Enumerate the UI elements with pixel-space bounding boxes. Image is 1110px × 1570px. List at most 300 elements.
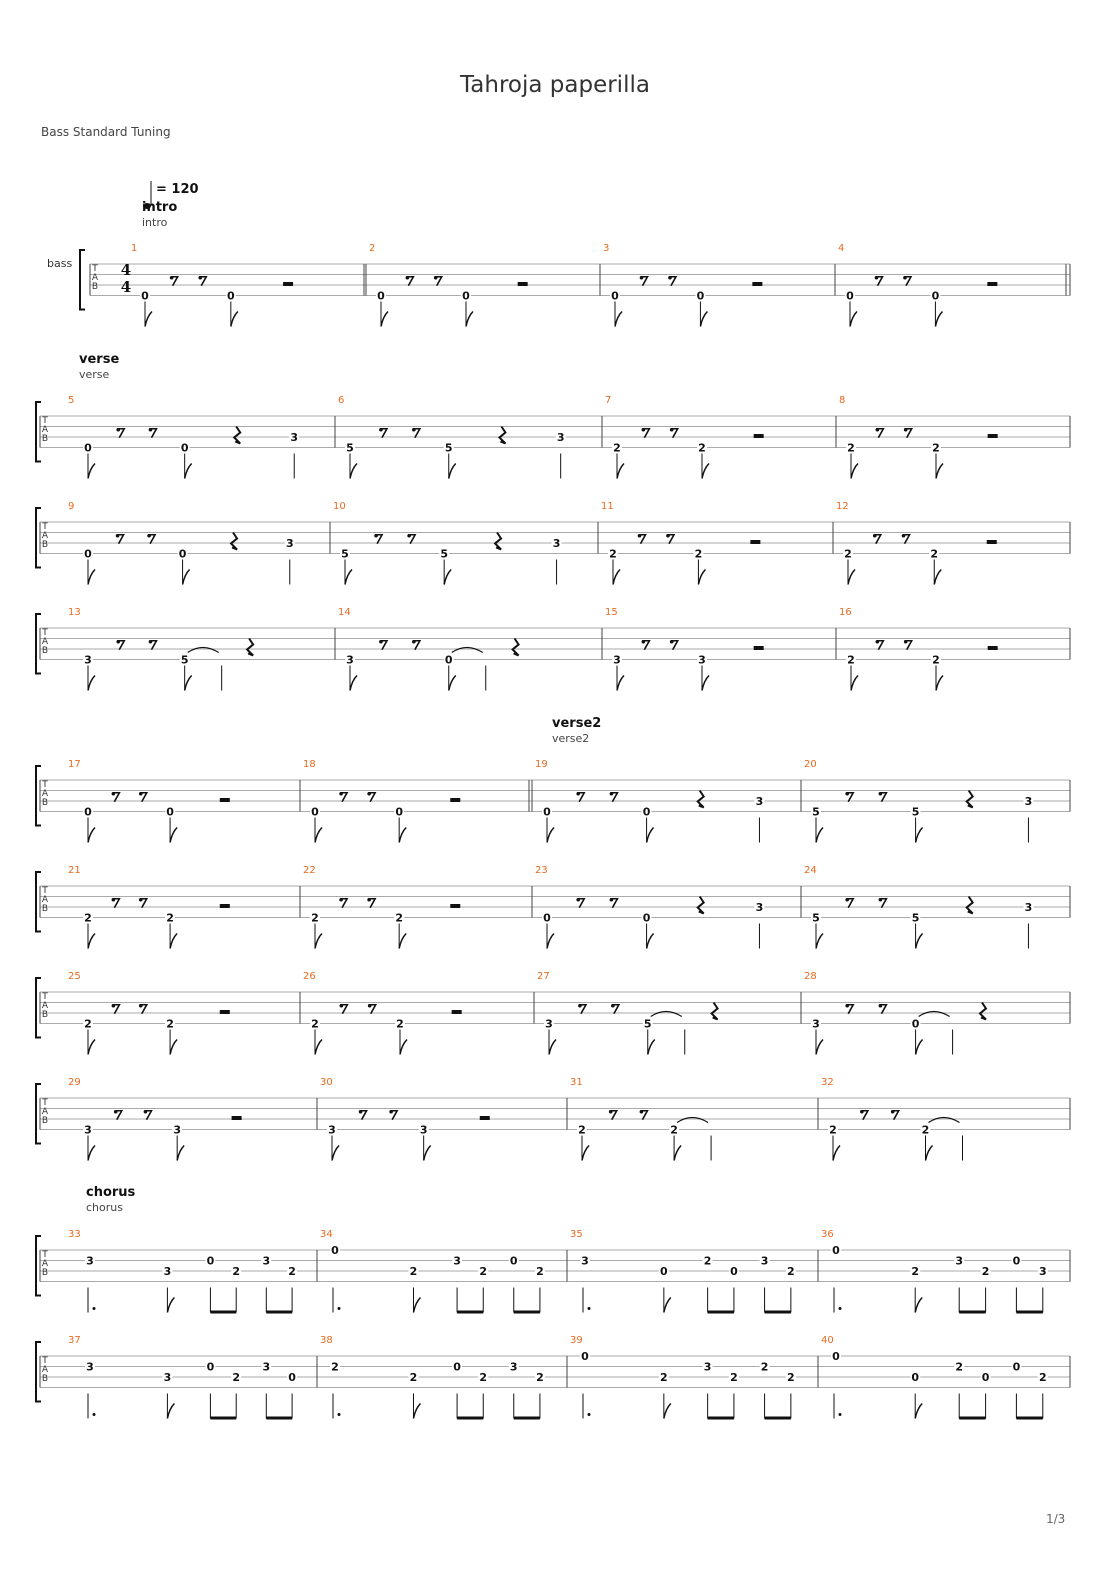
eighth-rest — [379, 640, 387, 650]
eighth-rest-dot — [860, 1110, 864, 1114]
eighth-rest — [610, 792, 618, 802]
fret-number: 2 — [613, 441, 621, 455]
fret-number: 3 — [163, 1265, 172, 1278]
eighth-rest-dot — [339, 792, 343, 796]
half-rest — [283, 282, 293, 286]
eighth-rest — [879, 898, 887, 908]
quarter-rest — [513, 639, 519, 656]
fret-number: 0 — [84, 547, 92, 561]
fret-number: 2 — [311, 1017, 319, 1031]
eighth-rest — [389, 1110, 397, 1120]
fret-number: 2 — [698, 441, 706, 455]
eighth-rest — [359, 1110, 367, 1120]
measure-number: 29 — [68, 1077, 81, 1088]
eighth-rest-dot — [149, 640, 153, 644]
half-rest — [518, 282, 528, 286]
fret-number: 2 — [331, 1360, 339, 1374]
eighth-rest — [610, 898, 618, 908]
eighth-rest — [144, 1110, 152, 1120]
measure-number: 10 — [333, 501, 346, 512]
tab-letter-t: T — [42, 1098, 48, 1108]
note-flag — [88, 934, 95, 949]
measure-number: 24 — [804, 865, 817, 876]
eighth-rest-dot — [611, 1004, 615, 1008]
note-flag — [424, 1146, 431, 1161]
quarter-rest-glyph — [247, 639, 253, 656]
dot — [93, 1307, 96, 1310]
note-flag — [231, 312, 238, 327]
eighth-rest — [642, 640, 650, 650]
half-rest — [220, 1010, 230, 1014]
eighth-rest-dot — [379, 428, 383, 432]
eighth-rest-dot — [412, 640, 416, 644]
measure-number: 13 — [68, 607, 81, 618]
note-flag — [816, 828, 823, 843]
eighth-rest — [116, 640, 124, 650]
note-flag — [449, 464, 456, 479]
eighth-rest-dot — [670, 640, 674, 644]
note-flag — [466, 312, 473, 327]
tab-letter-t: T — [42, 522, 48, 532]
eighth-rest-dot — [359, 1110, 363, 1114]
measure-number: 27 — [537, 971, 550, 982]
fret-number: 2 — [395, 911, 403, 925]
quarter-rest-glyph — [698, 791, 704, 808]
fret-number: 2 — [932, 441, 940, 455]
note-flag — [332, 1146, 339, 1161]
note-flag — [177, 1146, 184, 1161]
eighth-rest-dot — [609, 1110, 613, 1114]
tab-letter-b: B — [41, 1116, 49, 1126]
fret-number: 2 — [232, 1371, 241, 1384]
note-flag — [935, 312, 942, 327]
fret-number: 5 — [440, 547, 448, 561]
measure-number: 36 — [821, 1229, 834, 1240]
eighth-rest-dot — [902, 534, 906, 538]
measure-number: 33 — [68, 1229, 81, 1240]
eighth-rest-dot — [576, 792, 580, 796]
eighth-rest — [367, 898, 375, 908]
eighth-rest-dot — [367, 792, 371, 796]
half-rest — [450, 904, 460, 908]
eighth-rest-dot — [903, 276, 907, 280]
tie-arc — [919, 1012, 950, 1017]
note-flag — [449, 676, 456, 691]
fret-number: 0 — [642, 911, 651, 925]
note-flag — [934, 570, 941, 585]
note-flag — [915, 1298, 922, 1313]
eighth-rest — [609, 1110, 617, 1120]
half-rest-block — [450, 798, 460, 802]
note-flag — [381, 312, 388, 327]
section-sublabel-chorus: chorus — [86, 1201, 123, 1214]
eighth-rest-dot — [198, 276, 202, 280]
dot — [839, 1413, 842, 1416]
fret-number: 2 — [536, 1371, 544, 1384]
quarter-rest — [231, 533, 237, 550]
fret-number: 3 — [1024, 901, 1033, 914]
note-flag — [170, 828, 177, 843]
fret-number: 2 — [396, 1017, 404, 1031]
measure-number: 12 — [836, 501, 849, 512]
fret-number: 0 — [288, 1371, 296, 1384]
eighth-rest-dot — [904, 640, 908, 644]
quarter-rest — [698, 897, 704, 914]
dot — [338, 1413, 341, 1416]
eighth-rest-dot — [368, 1004, 372, 1008]
eighth-rest — [112, 898, 120, 908]
note-flag — [88, 570, 95, 585]
note-flag — [698, 570, 705, 585]
fret-number: 2 — [536, 1265, 544, 1278]
eighth-rest — [576, 792, 584, 802]
quarter-rest-glyph — [967, 897, 973, 914]
fret-number: 2 — [609, 547, 617, 561]
half-rest-block — [480, 1116, 490, 1120]
quarter-rest — [247, 639, 253, 656]
fret-number: 3 — [812, 1017, 820, 1031]
note-flag — [88, 1040, 95, 1055]
half-rest-block — [754, 434, 764, 438]
eighth-rest — [875, 276, 883, 286]
eighth-rest-dot — [873, 534, 877, 538]
fret-number: 2 — [84, 1017, 92, 1031]
tab-letter-a: A — [41, 895, 49, 905]
eighth-rest-dot — [666, 534, 670, 538]
note-flag — [350, 676, 357, 691]
eighth-rest — [902, 534, 910, 544]
measure-number: 32 — [821, 1077, 834, 1088]
note-flag — [88, 676, 95, 691]
fret-number: 2 — [1038, 1371, 1047, 1384]
note-flag — [185, 676, 192, 691]
beam — [959, 1417, 985, 1420]
tab-letter-a: A — [41, 1107, 49, 1117]
section-label-chorus: chorus — [86, 1185, 136, 1200]
eighth-rest — [114, 1110, 122, 1120]
eighth-rest-dot — [114, 1110, 118, 1114]
fret-number: 3 — [552, 537, 561, 550]
measure-number: 37 — [68, 1335, 81, 1346]
measure-number: 11 — [601, 501, 614, 512]
eighth-rest — [879, 792, 887, 802]
tie-arc — [452, 648, 483, 653]
note-flag — [345, 570, 352, 585]
eighth-rest — [339, 898, 347, 908]
measure-number: 6 — [338, 395, 345, 406]
tab-letter-a: A — [41, 637, 49, 647]
measure-number: 19 — [535, 759, 548, 770]
fret-number: 3 — [760, 1254, 769, 1268]
fret-number: 0 — [981, 1371, 990, 1384]
eighth-rest — [374, 534, 382, 544]
half-rest-block — [220, 798, 230, 802]
dot — [338, 1307, 341, 1310]
eighth-rest — [876, 640, 884, 650]
eighth-rest — [611, 1004, 619, 1014]
tab-letter-a: A — [41, 531, 49, 541]
note-flag — [700, 312, 707, 327]
time-signature-top: 4 — [120, 261, 132, 279]
measure-number: 8 — [839, 395, 846, 406]
section-sublabel-verse2: verse2 — [552, 732, 590, 745]
eighth-rest — [379, 428, 387, 438]
beam — [514, 1311, 540, 1314]
fret-number: 2 — [409, 1371, 418, 1384]
note-flag — [664, 1404, 671, 1419]
fret-number: 3 — [328, 1123, 336, 1137]
fret-number: 0 — [377, 289, 385, 303]
eighth-rest-dot — [904, 428, 908, 432]
eighth-rest — [147, 534, 155, 544]
fret-number: 3 — [1038, 1265, 1047, 1278]
note-flag — [444, 570, 451, 585]
quarter-rest-glyph — [980, 1003, 986, 1020]
half-rest-block — [750, 540, 760, 544]
eighth-rest — [368, 1004, 376, 1014]
eighth-rest — [666, 534, 674, 544]
fret-number: 0 — [543, 805, 551, 819]
fret-number: 3 — [290, 431, 299, 444]
tab-letter-b: B — [41, 1010, 49, 1020]
eighth-rest-dot — [147, 534, 151, 538]
note-flag — [615, 312, 622, 327]
tab-letter-b: B — [41, 540, 49, 550]
eighth-rest — [139, 792, 147, 802]
tab-letter-a: A — [41, 1001, 49, 1011]
fret-number: 0 — [581, 1350, 589, 1363]
note-flag — [851, 464, 858, 479]
measure-number: 31 — [570, 1077, 583, 1088]
measure-number: 39 — [570, 1335, 583, 1346]
eighth-rest — [116, 534, 124, 544]
beam — [266, 1311, 292, 1314]
eighth-rest-dot — [434, 276, 438, 280]
fret-number: 5 — [341, 547, 349, 561]
eighth-rest-dot — [112, 1004, 116, 1008]
note-flag — [617, 464, 624, 479]
time-signature-bottom: 4 — [120, 278, 132, 296]
eighth-rest-dot — [642, 640, 646, 644]
tempo-mark: = 120 — [156, 182, 199, 197]
note-flag — [547, 828, 554, 843]
eighth-rest-dot — [412, 428, 416, 432]
fret-number: 3 — [84, 1123, 92, 1137]
section-label-intro: intro — [142, 200, 178, 215]
half-rest-block — [988, 646, 998, 650]
half-rest — [754, 434, 764, 438]
eighth-rest-dot — [879, 1004, 883, 1008]
fret-number: 3 — [86, 1254, 94, 1268]
measure-number: 2 — [369, 243, 376, 254]
eighth-rest — [873, 534, 881, 544]
fret-number: 0 — [911, 1371, 920, 1384]
eighth-rest — [670, 428, 678, 438]
note-flag — [613, 570, 620, 585]
note-flag — [926, 1146, 933, 1161]
eighth-rest — [845, 792, 853, 802]
measure-number: 17 — [68, 759, 81, 770]
section-label-verse: verse — [79, 352, 120, 367]
fret-number: 2 — [981, 1265, 990, 1278]
half-rest-block — [450, 904, 460, 908]
beam — [1016, 1417, 1042, 1420]
eighth-rest — [578, 1004, 586, 1014]
fret-number: 2 — [921, 1123, 930, 1137]
eighth-rest-dot — [116, 428, 120, 432]
fret-number: 2 — [703, 1254, 712, 1268]
score-title: Tahroja paperilla — [460, 72, 650, 98]
note-flag — [315, 828, 322, 843]
fret-number: 3 — [581, 1254, 589, 1268]
quarter-rest-glyph — [499, 427, 505, 444]
measure-number: 23 — [535, 865, 548, 876]
fret-number: 0 — [642, 805, 651, 819]
half-rest — [232, 1116, 242, 1120]
fret-number: 0 — [180, 441, 189, 455]
beam — [457, 1417, 483, 1420]
note-flag — [413, 1298, 420, 1313]
fret-number: 2 — [409, 1265, 418, 1278]
fret-number: 2 — [787, 1371, 795, 1384]
tie-arc — [677, 1118, 708, 1123]
note-flag — [936, 676, 943, 691]
half-rest-block — [220, 904, 230, 908]
fret-number: 2 — [479, 1371, 488, 1384]
fret-number: 2 — [288, 1265, 296, 1278]
eighth-rest — [876, 428, 884, 438]
dot — [588, 1413, 591, 1416]
fret-number: 0 — [660, 1265, 668, 1278]
note-flag — [916, 828, 923, 843]
note-flag — [702, 464, 709, 479]
fret-number: 0 — [453, 1360, 461, 1374]
note-flag — [816, 1040, 823, 1055]
note-flag — [617, 676, 624, 691]
fret-number: 0 — [462, 289, 470, 303]
eighth-rest — [339, 792, 347, 802]
beam — [210, 1417, 236, 1420]
dot — [93, 1413, 96, 1416]
note-flag — [183, 570, 190, 585]
fret-number: 5 — [346, 441, 354, 455]
tab-letter-t: T — [42, 628, 48, 638]
eighth-rest-dot — [610, 898, 614, 902]
tab-letter-b: B — [41, 434, 49, 444]
eighth-rest-dot — [578, 1004, 582, 1008]
fret-number: 2 — [660, 1371, 668, 1384]
eighth-rest-dot — [891, 1110, 895, 1114]
eighth-rest — [668, 276, 676, 286]
section-sublabel-verse: verse — [79, 368, 110, 381]
fret-number: 2 — [166, 1017, 174, 1031]
eighth-rest — [170, 276, 178, 286]
measure-number: 34 — [320, 1229, 333, 1240]
measure-number: 40 — [821, 1335, 834, 1346]
half-rest — [480, 1116, 490, 1120]
quarter-rest — [967, 791, 973, 808]
fret-number: 0 — [931, 289, 940, 303]
note-flag — [399, 828, 406, 843]
eighth-rest-dot — [170, 276, 174, 280]
eighth-rest-dot — [845, 792, 849, 796]
eighth-rest-dot — [640, 276, 644, 280]
half-rest-block — [987, 540, 997, 544]
note-flag — [400, 1040, 407, 1055]
beam — [708, 1417, 734, 1420]
half-rest — [220, 904, 230, 908]
eighth-rest-dot — [112, 898, 116, 902]
note-flag — [848, 570, 855, 585]
eighth-rest-dot — [116, 640, 120, 644]
tab-letter-b: B — [41, 904, 49, 914]
note-flag — [88, 828, 95, 843]
measure-number: 16 — [839, 607, 852, 618]
eighth-rest-dot — [406, 276, 410, 280]
fret-number: 0 — [611, 289, 619, 303]
note-flag — [674, 1146, 681, 1161]
eighth-rest — [139, 898, 147, 908]
half-rest — [987, 282, 997, 286]
fret-number: 5 — [911, 805, 920, 819]
note-flag — [833, 1146, 840, 1161]
eighth-rest — [670, 640, 678, 650]
tab-letter-t: T — [42, 992, 48, 1002]
half-rest — [754, 646, 764, 650]
fret-number: 3 — [955, 1254, 964, 1268]
eighth-rest-dot — [407, 534, 411, 538]
tie-arc — [188, 648, 219, 653]
fret-number: 2 — [847, 441, 855, 455]
fret-number: 3 — [262, 1254, 271, 1268]
quarter-rest-glyph — [967, 791, 973, 808]
eighth-rest — [903, 276, 911, 286]
tie-arc — [651, 1012, 682, 1017]
half-rest-block — [988, 434, 998, 438]
half-rest — [450, 798, 460, 802]
half-rest-block — [752, 282, 762, 286]
fret-number: 2 — [955, 1360, 964, 1374]
fret-number: 3 — [613, 653, 621, 667]
note-flag — [350, 464, 357, 479]
tab-letter-a: A — [41, 789, 49, 799]
note-flag — [88, 464, 95, 479]
note-flag — [915, 1404, 922, 1419]
measure-number: 38 — [320, 1335, 333, 1346]
eighth-rest-dot — [876, 428, 880, 432]
note-flag — [647, 828, 654, 843]
eighth-rest-dot — [139, 898, 143, 902]
eighth-rest — [412, 428, 420, 438]
eighth-rest-dot — [116, 534, 120, 538]
measure-number: 26 — [303, 971, 316, 982]
eighth-rest-dot — [640, 1110, 644, 1114]
tie-arc — [929, 1118, 960, 1123]
fret-number: 5 — [444, 441, 453, 455]
tab-letter-t: T — [42, 416, 48, 426]
eighth-rest-dot — [879, 792, 883, 796]
eighth-rest — [640, 1110, 648, 1120]
quarter-rest — [495, 533, 501, 550]
measure-number: 28 — [804, 971, 817, 982]
measure-number: 9 — [68, 501, 75, 512]
tab-letter-t: T — [42, 1250, 48, 1260]
eighth-rest-dot — [339, 898, 343, 902]
eighth-rest-dot — [576, 898, 580, 902]
fret-number: 2 — [670, 1123, 678, 1137]
half-rest-block — [220, 1010, 230, 1014]
fret-number: 2 — [932, 653, 940, 667]
